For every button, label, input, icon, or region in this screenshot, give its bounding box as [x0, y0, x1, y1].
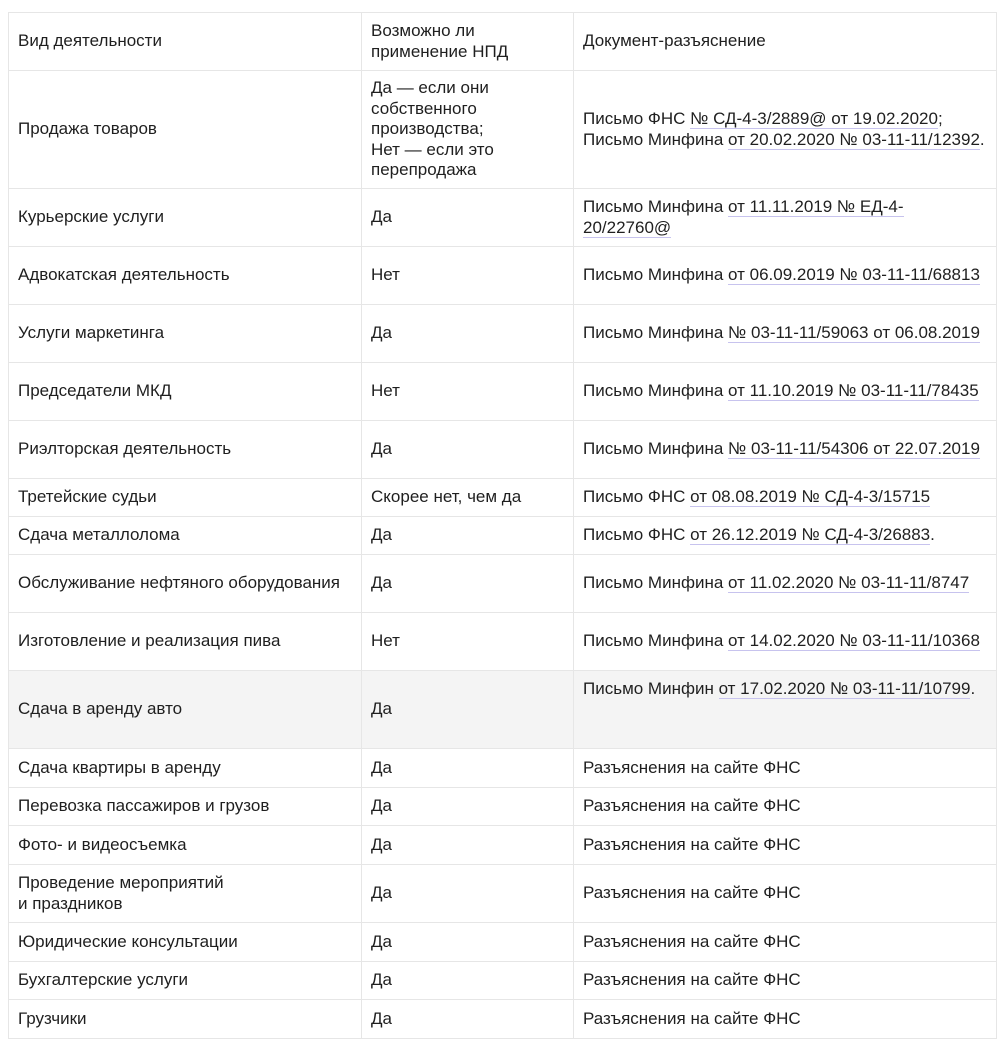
document-suffix: . — [970, 679, 976, 698]
header-activity: Вид деятельности — [9, 13, 362, 71]
table-row — [9, 613, 997, 671]
document-cell: Разъяснения на сайте ФНС — [574, 749, 997, 788]
npd-allowed-cell: Да — [362, 555, 574, 613]
npd-allowed-cell: Да — [362, 749, 574, 788]
table-row — [9, 962, 997, 1000]
table-row — [9, 479, 997, 517]
npd-allowed-cell: Да — [362, 671, 574, 749]
document-cell — [574, 71, 997, 189]
activity-cell: Перевозка пассажиров и грузов — [9, 788, 362, 826]
document-suffix: . — [979, 129, 985, 149]
table-row — [9, 363, 997, 421]
table-row — [9, 517, 997, 555]
table-row — [9, 826, 997, 865]
npd-activities-table-wrapper — [8, 12, 996, 1039]
document-prefix: Письмо ФНС — [583, 109, 691, 128]
document-cell — [574, 479, 997, 517]
npd-allowed-cell: Да — [362, 788, 574, 826]
table-row — [9, 671, 997, 749]
npd-activities-table — [8, 12, 997, 1039]
document-prefix: Письмо Минфина — [583, 197, 729, 216]
activity-cell: Адвокатская деятельность — [9, 247, 362, 305]
npd-allowed-cell: Да — [362, 1000, 574, 1039]
activity-cell: Сдача металлолома — [9, 517, 362, 555]
document-cell — [574, 305, 997, 363]
document-cell — [574, 421, 997, 479]
document-cell: Разъяснения на сайте ФНС — [574, 788, 997, 826]
document-link[interactable]: от 06.09.2019 № 03-11-11/68813 — [728, 265, 980, 285]
activity-cell: Продажа товаров — [9, 71, 362, 189]
activity-cell: Сдача квартиры в аренду — [9, 749, 362, 788]
document-link[interactable]: № 03-11-11/54306 от 22.07.2019 — [728, 439, 980, 459]
table-row — [9, 788, 997, 826]
table-row — [9, 923, 997, 962]
document-link[interactable]: от 26.12.2019 № СД-4-3/26883 — [690, 525, 931, 545]
document-link[interactable]: от 11.10.2019 № 03-11-11/78435 — [728, 381, 979, 401]
npd-allowed-cell: Да — [362, 421, 574, 479]
npd-allowed-cell: Да — [362, 923, 574, 962]
document-link[interactable]: от 17.02.2020 № 03-11-11/10799 — [718, 679, 971, 698]
document-cell: Разъяснения на сайте ФНС — [574, 826, 997, 865]
table-row — [9, 189, 997, 247]
document-cell — [574, 189, 997, 247]
table-row — [9, 247, 997, 305]
npd-allowed-cell: Нет — [362, 363, 574, 421]
activity-cell: Услуги маркетинга — [9, 305, 362, 363]
npd-allowed-cell: Да — [362, 865, 574, 923]
document-cell — [574, 555, 997, 613]
activity-cell: Курьерские услуги — [9, 189, 362, 247]
document-cell — [574, 517, 997, 555]
npd-allowed-cell: Скорее нет, чем да — [362, 479, 574, 517]
document-cell: Разъяснения на сайте ФНС — [574, 1000, 997, 1039]
document-prefix: Письмо Минфина — [583, 323, 729, 343]
activity-cell: Изготовление и реализация пива — [9, 613, 362, 671]
npd-allowed-cell: Да — [362, 962, 574, 1000]
document-cell — [574, 363, 997, 421]
document-prefix: Письмо ФНС — [583, 525, 691, 545]
npd-allowed-cell: Да — [362, 305, 574, 363]
header-npd-allowed: Возможно ли применение НПД — [362, 13, 574, 71]
document-prefix: Письмо Минфина — [583, 573, 729, 593]
table-row — [9, 421, 997, 479]
document-prefix: Письмо Минфина — [583, 439, 729, 459]
npd-allowed-cell: Да — [362, 517, 574, 555]
document-link[interactable]: № СД-4-3/2889@ от 19.02.2020 — [690, 109, 938, 128]
document-prefix: Письмо Минфина — [583, 265, 729, 285]
npd-allowed-cell: Да — [362, 826, 574, 865]
npd-allowed-cell: Да — [362, 189, 574, 247]
document-link[interactable]: от 08.08.2019 № СД-4-3/15715 — [690, 487, 931, 507]
activity-cell: Третейские судьи — [9, 479, 362, 517]
header-document: Документ-разъяснение — [574, 13, 997, 71]
activity-cell: Грузчики — [9, 1000, 362, 1039]
document-separator: ; Письмо Минфина — [583, 109, 943, 149]
document-prefix: Письмо Минфина — [583, 381, 729, 401]
document-cell: Разъяснения на сайте ФНС — [574, 923, 997, 962]
table-row — [9, 555, 997, 613]
document-link[interactable]: от 11.11.2019 № ЕД-4-20/22760@ — [583, 197, 904, 237]
activity-cell: Сдача в аренду авто — [9, 671, 362, 749]
table-row — [9, 305, 997, 363]
npd-allowed-cell: Да — если они собственного производства; Нет — если это перепродажа — [362, 71, 574, 189]
document-prefix: Письмо ФНС — [583, 487, 691, 507]
document-cell: Разъяснения на сайте ФНС — [574, 865, 997, 923]
activity-cell: Проведение мероприятий и праздников — [9, 865, 362, 923]
table-row — [9, 865, 997, 923]
table-row — [9, 749, 997, 788]
activity-cell: Председатели МКД — [9, 363, 362, 421]
document-link[interactable]: от 11.02.2020 № 03-11-11/8747 — [728, 573, 970, 593]
document-suffix: . — [930, 525, 935, 545]
activity-cell: Обслуживание нефтяного оборудования — [9, 555, 362, 613]
table-row — [9, 71, 997, 189]
activity-cell: Риэлторская деятельность — [9, 421, 362, 479]
npd-allowed-cell: Нет — [362, 247, 574, 305]
document-cell — [574, 671, 997, 749]
document-link[interactable]: от 14.02.2020 № 03-11-11/10368 — [728, 631, 980, 651]
activity-cell: Бухгалтерские услуги — [9, 962, 362, 1000]
activity-cell: Юридические консультации — [9, 923, 362, 962]
document-prefix: Письмо Минфина — [583, 631, 729, 651]
document-link-2[interactable]: от 20.02.2020 № 03-11-11/12392 — [728, 129, 980, 149]
npd-allowed-cell: Нет — [362, 613, 574, 671]
table-header-row — [9, 13, 997, 71]
document-prefix: Письмо Минфин — [583, 679, 719, 698]
document-cell — [574, 247, 997, 305]
document-cell: Разъяснения на сайте ФНС — [574, 962, 997, 1000]
activity-cell: Фото- и видеосъемка — [9, 826, 362, 865]
table-row — [9, 1000, 997, 1039]
document-cell — [574, 613, 997, 671]
document-link[interactable]: № 03-11-11/59063 от 06.08.2019 — [728, 323, 980, 343]
